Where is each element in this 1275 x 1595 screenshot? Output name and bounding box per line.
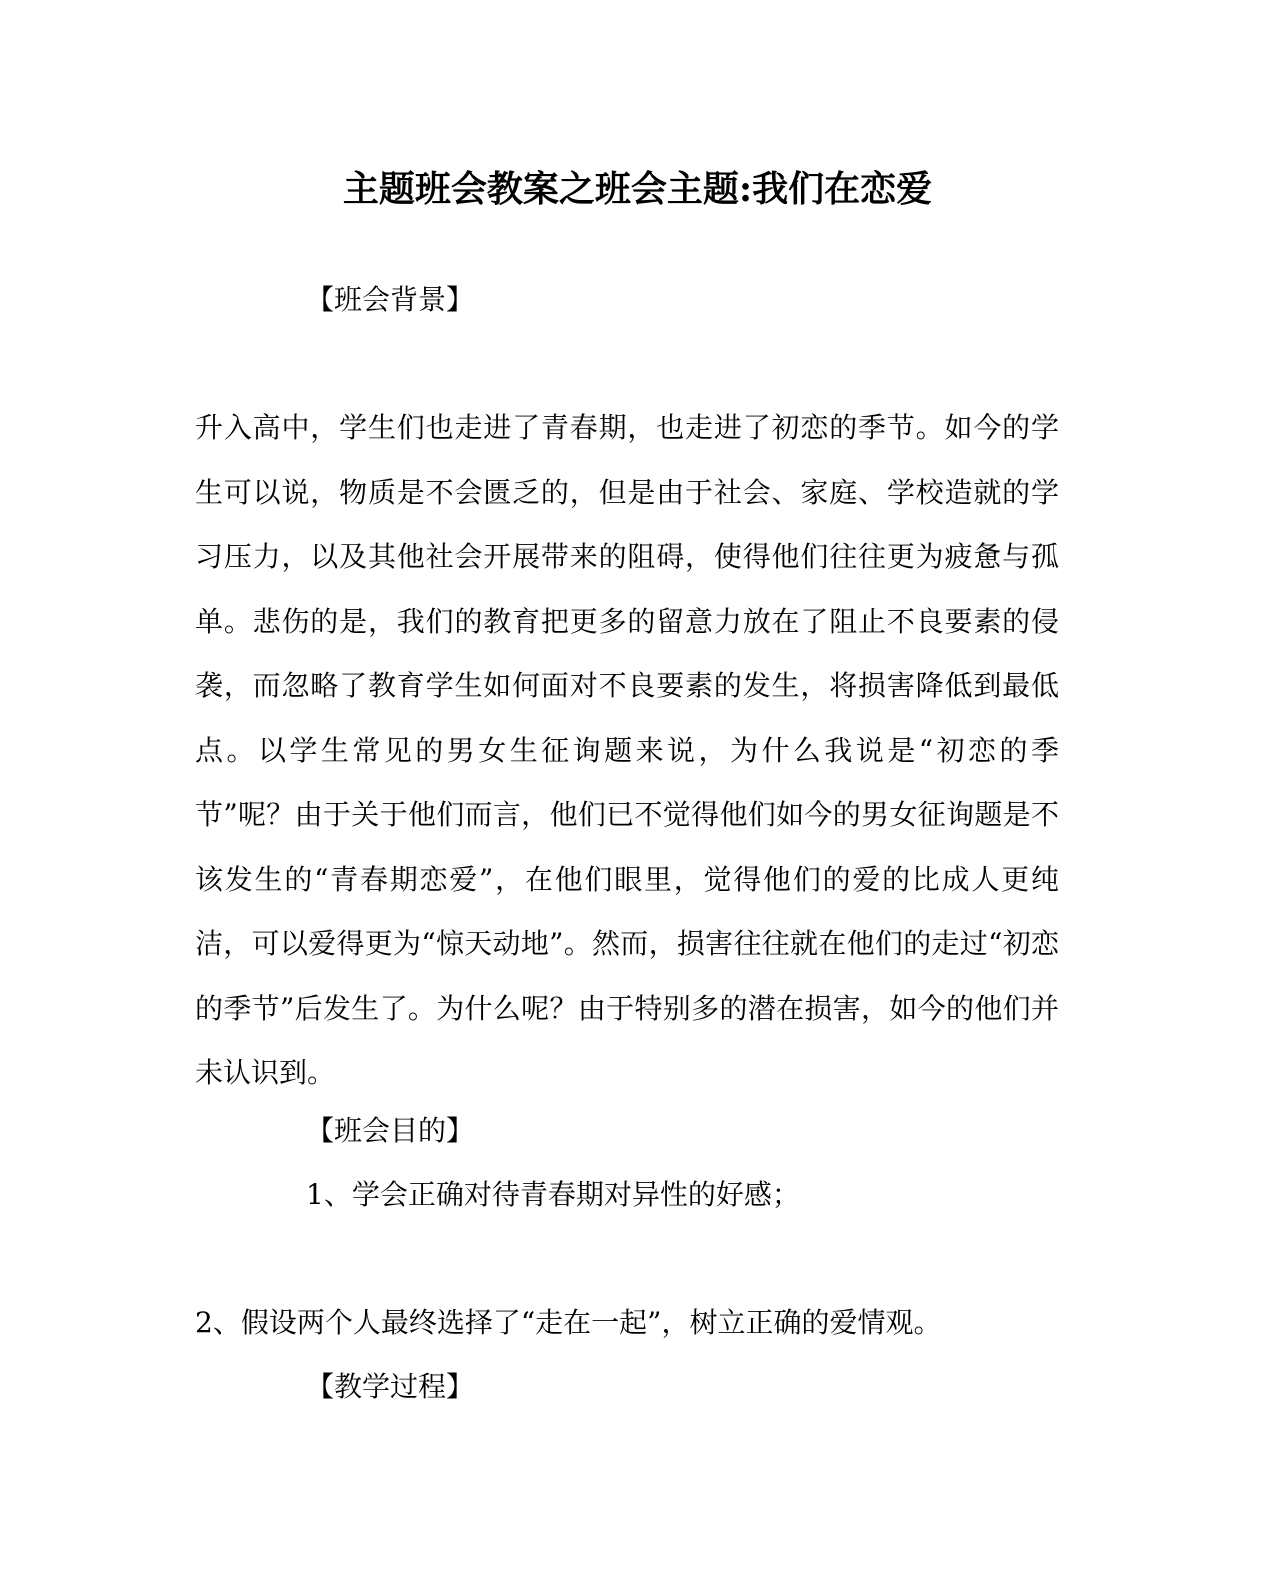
goal-item-1: 1、学会正确对待青春期对异性的好感； [306, 1178, 800, 1211]
section-heading-process: 【教学过程】 [306, 1370, 475, 1403]
background-paragraph: 升入高中，学生们也走进了青春期，也走进了初恋的季节。如今的学生可以说，物质是不会匮乏的，但是由于社会、家庭、学校造就的学习压力，以及其他社会开展带来的阻碍，使得他们往往更为疲惫与孤单。悲伤的是，我们的教育把更多的留意力放在了阻止不良要素的侵袭，而忽略了教育学生如何面对不良要素的发生，将损害降低到最低点。以学生常见的男女生征询题来说，为什么我说是“初恋的季节”呢？由于关于他们而言，他们已不觉得他们如今的男女征询题是不该发生的“青春期恋爱”，在他们眼里，觉得他们的爱的比成人更纯洁，可以爱得更为“惊天动地”。然而，损害往往就在他们的走过“初恋的季节”后发生了。为什么呢？由于特别多的潜在损害，如今的他们并未认识到。 [195, 411, 1059, 1089]
goal-item-2: 2、假设两个人最终选择了“走在一起”，树立正确的爱情观。 [195, 1306, 942, 1339]
section-heading-background: 【班会背景】 [306, 283, 475, 316]
page-title: 主题班会教案之班会主题:我们在恋爱 [342, 168, 933, 210]
section-heading-goal: 【班会目的】 [306, 1114, 475, 1147]
